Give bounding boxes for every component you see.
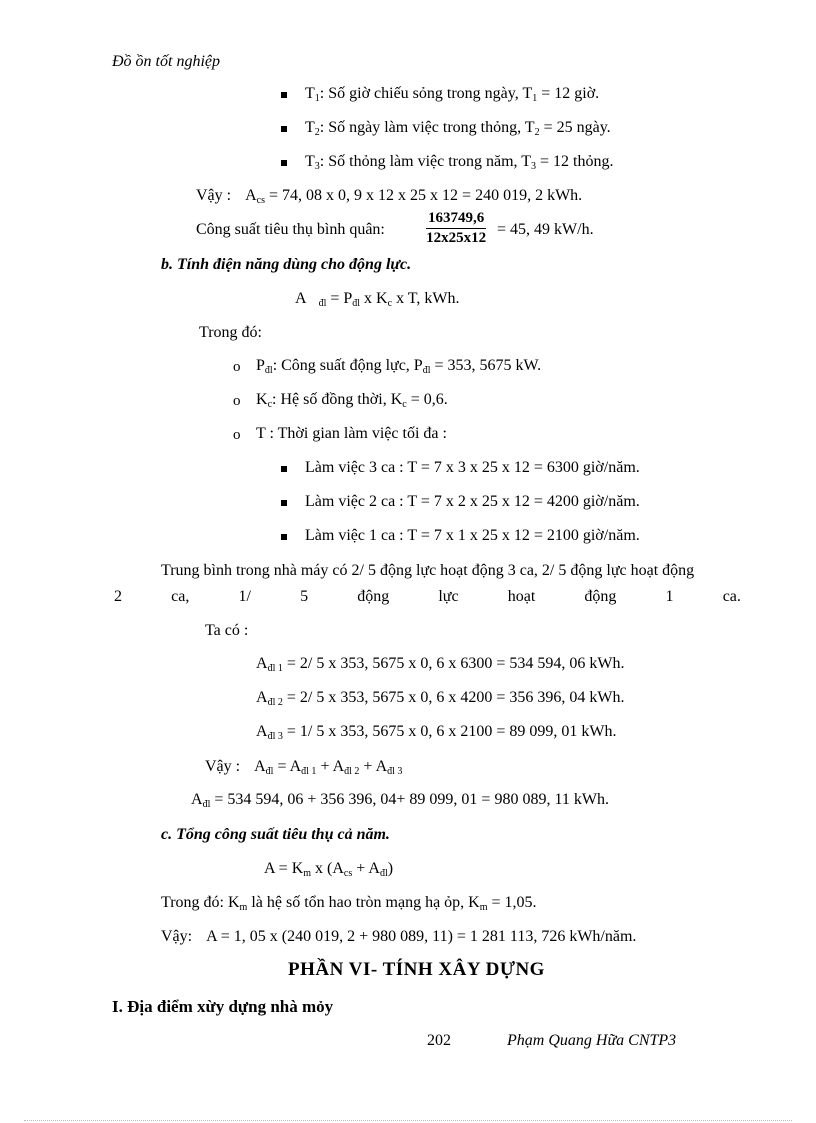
k-line: [256, 392, 448, 408]
text: x T, kWh.: [392, 290, 460, 307]
subscript: 3: [531, 161, 537, 172]
subscript: đl: [202, 799, 211, 810]
word: ca.: [722, 588, 741, 605]
symbol: A: [295, 290, 307, 307]
shift-line: Làm việc 2 ca : T = 7 x 2 x 25 x 12 = 4200 giờ/năm.: [305, 493, 640, 510]
acs-line: [196, 188, 582, 204]
t1-line: [305, 86, 599, 102]
text: = A: [273, 758, 302, 775]
equation: A = 1, 05 x (240 019, 2 + 980 089, 11) = 1 281 113, 726 kWh/năm.: [206, 928, 637, 945]
equation: = 2/ 5 x 353, 5675 x 0, 6 x 4200 = 356 396, 04 kWh.: [282, 689, 625, 706]
where-label: Trong đó:: [199, 324, 262, 341]
value: = 353, 5675 kW.: [430, 357, 542, 374]
shift-line: Làm việc 3 ca : T = 7 x 3 x 25 x 12 = 6300 giờ/năm.: [305, 459, 640, 476]
prefix: Vậy :: [196, 187, 232, 204]
subscript: đl 2: [267, 697, 283, 708]
subscript: đl 3: [387, 766, 403, 777]
word: động: [357, 588, 390, 605]
subscript: c: [267, 399, 273, 410]
t2-line: [305, 120, 611, 136]
subscript: m: [479, 902, 488, 913]
numerator: 163749,6: [426, 211, 486, 229]
symbol: A: [245, 187, 257, 204]
text: : Số thỏng làm việc trong năm,: [319, 153, 522, 170]
bullet-square: [281, 92, 287, 98]
subscript: đl: [264, 365, 273, 376]
word: động: [584, 588, 617, 605]
section-c-title: c. Tổng công suất tiêu thụ cả năm.: [161, 826, 390, 843]
t-line: T : Thời gian làm việc tối đa :: [256, 425, 447, 442]
subscript: 3: [314, 161, 320, 172]
subscript: đl 2: [344, 766, 360, 777]
symbol: A: [256, 689, 268, 706]
shift-line: Làm việc 1 ca : T = 7 x 1 x 25 x 12 = 2100 giờ/năm.: [305, 527, 640, 544]
where-line-2: [161, 895, 537, 911]
symbol: P: [256, 357, 265, 374]
final-result: [161, 929, 636, 945]
subscript: 2: [534, 127, 540, 138]
prefix: Vậy :: [205, 758, 241, 775]
text: + A: [316, 758, 345, 775]
equation: = 2/ 5 x 353, 5675 x 0, 6 x 6300 = 534 594, 06 kWh.: [282, 655, 625, 672]
we-have-label: Ta có :: [205, 622, 249, 639]
subscript: cs: [343, 868, 353, 879]
subscript: đl 1: [267, 663, 283, 674]
value: = 12 thỏng.: [536, 153, 614, 170]
subscript: c: [402, 399, 407, 410]
formula-b: [295, 291, 459, 307]
text: + A: [352, 860, 380, 877]
power-avg-result: = 45, 49 kW/h.: [497, 221, 594, 238]
text: : Số ngày làm việc trong thỏng,: [319, 119, 525, 136]
subscript: đl: [318, 298, 327, 309]
symbol: A: [191, 791, 203, 808]
bullet-square: [281, 466, 287, 472]
subscript: m: [239, 902, 248, 913]
power-avg-label: Công suất tiêu thụ bình quân:: [196, 221, 385, 238]
t3-line: [305, 154, 614, 170]
adl-equation: [256, 724, 616, 740]
text: : Hệ số đồng thời, K: [272, 391, 403, 408]
fraction: [426, 211, 486, 246]
text: : Số giờ chiếu sỏng trong ngày,: [319, 85, 523, 102]
symbol: T: [305, 153, 315, 170]
bullet-square: [281, 500, 287, 506]
text: = P: [326, 290, 353, 307]
word: 5: [300, 588, 309, 605]
symbol: T: [521, 153, 532, 170]
adl-sum: [205, 759, 402, 775]
footer-author: Phạm Quang Hữa CNTP3: [507, 1032, 677, 1049]
word: hoạt: [507, 588, 536, 605]
equation: = 1/ 5 x 353, 5675 x 0, 6 x 2100 = 89 099, 01 kWh.: [282, 723, 617, 740]
bullet-square: [281, 126, 287, 132]
page-bottom-divider: [24, 1120, 792, 1121]
text: A = K: [264, 860, 304, 877]
word: ca,: [171, 588, 190, 605]
symbol: A: [256, 723, 268, 740]
subscript: đl: [422, 365, 431, 376]
denominator: 12x25x12: [426, 230, 487, 246]
subscript: đl: [379, 868, 388, 879]
adl-equation: [256, 656, 624, 672]
page-number: 202: [427, 1032, 451, 1049]
symbol: K: [256, 391, 268, 408]
avg-paragraph-line2: [114, 589, 741, 605]
subscript: c: [387, 298, 393, 309]
text: x (A: [311, 860, 344, 877]
text: : Công suất động lực, P: [272, 357, 423, 374]
subscript: 2: [314, 127, 320, 138]
text: ): [387, 860, 394, 877]
value: = 12 giờ.: [537, 85, 600, 102]
symbol: T: [522, 85, 533, 102]
text: Trong đó: K: [161, 894, 240, 911]
symbol: T: [305, 119, 315, 136]
equation: = 74, 08 x 0, 9 x 12 x 25 x 12 = 240 019, 2 kWh.: [265, 187, 583, 204]
word: 1: [665, 588, 674, 605]
bullet-circle: o: [233, 393, 241, 409]
formula-c: [264, 861, 393, 877]
word: 2: [114, 588, 122, 605]
word: 1/: [238, 588, 251, 605]
adl-total: [191, 792, 609, 808]
avg-paragraph-line1: Trung bình trong nhà máy có 2/ 5 động lực hoạt động 3 ca, 2/ 5 động lực hoạt động: [161, 562, 695, 579]
value: = 1,05.: [487, 894, 537, 911]
symbol: T: [305, 85, 315, 102]
bullet-circle: o: [233, 359, 241, 375]
word: lực: [438, 588, 459, 605]
bullet-circle: o: [233, 427, 241, 443]
section-1-title: I. Địa điểm xừy dựng nhà mỏy: [112, 997, 334, 1016]
bullet-square: [281, 160, 287, 166]
subscript: cs: [256, 195, 266, 206]
part-heading: PHẦN VI- TÍNH XÂY DỰNG: [288, 959, 545, 980]
subscript: 1: [532, 93, 538, 104]
subscript: đl 1: [301, 766, 317, 777]
section-b-title: b. Tính điện năng dùng cho động lực.: [161, 256, 412, 273]
p-line: [256, 358, 541, 374]
text: x K: [360, 290, 388, 307]
value: = 0,6.: [406, 391, 448, 408]
header-title: Đồ ồn tốt nghiệp: [112, 53, 220, 70]
symbol: T: [524, 119, 535, 136]
bullet-square: [281, 534, 287, 540]
symbol: A: [254, 758, 266, 775]
prefix: Vậy:: [161, 928, 193, 945]
subscript: 1: [314, 93, 320, 104]
value: = 25 ngày.: [539, 119, 611, 136]
text: là hệ số tổn hao tròn mạng hạ ỏp, K: [247, 894, 480, 911]
equation: = 534 594, 06 + 356 396, 04+ 89 099, 01 = 980 089, 11 kWh.: [210, 791, 609, 808]
text: + A: [359, 758, 388, 775]
subscript: m: [303, 868, 312, 879]
subscript: đl 3: [267, 731, 283, 742]
adl-equation: [256, 690, 624, 706]
symbol: A: [256, 655, 268, 672]
subscript: đl: [352, 298, 361, 309]
subscript: đl: [265, 766, 274, 777]
